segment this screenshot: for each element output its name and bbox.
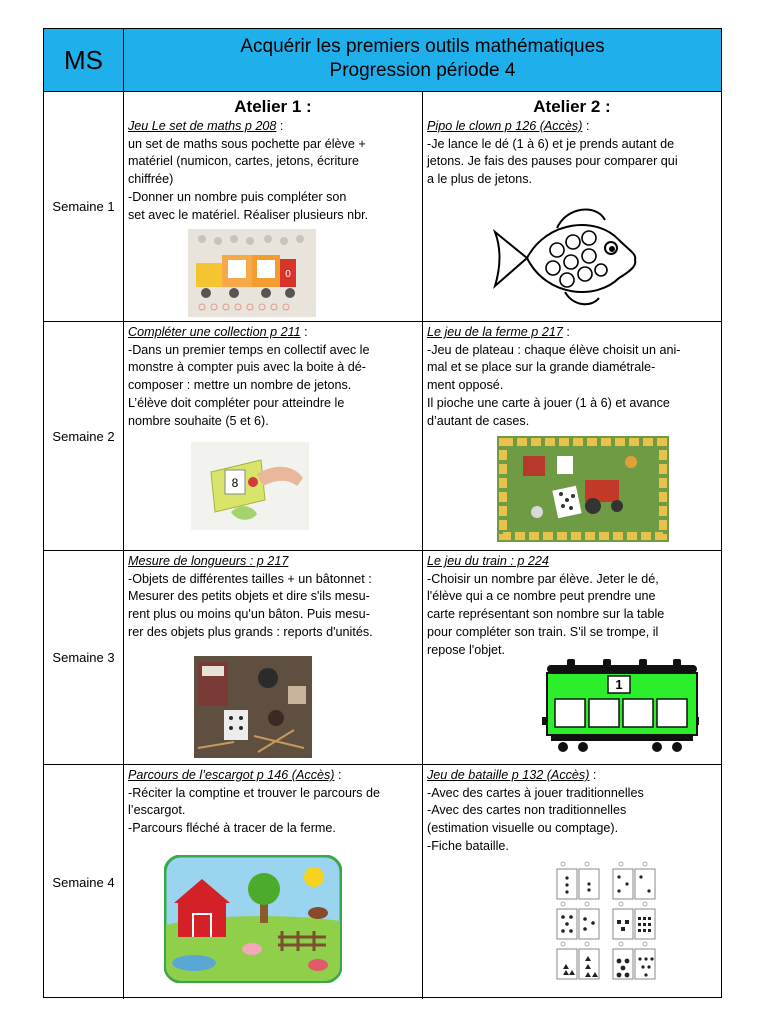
activity-description: -Jeu de plateau : chaque élève choisit un ani- mal et se place sur la grande diamétrale- ment opposé. Il pioche une carte à jouer (1 à 6) et avance d’autant de cases. — [427, 342, 681, 428]
farm-path-illustration — [164, 855, 342, 983]
page-title — [124, 35, 721, 83]
activity-title: Le jeu de la ferme p 217 — [427, 325, 563, 339]
svg-text:0: 0 — [285, 269, 291, 280]
week-row-1 — [44, 92, 721, 322]
title-line-2: Progression période 4 — [329, 60, 516, 81]
week-label: Semaine 4 — [44, 765, 124, 999]
farm-board-game-photo — [497, 436, 669, 542]
activity-description: -Choisir un nombre par élève. Jeter le dé, l'élève qui a ce nombre peut prendre une carte représentant son nombre sur la table pour compléter son train. S'il se trompe, il repose l'objet. — [427, 571, 665, 657]
atelier2-cell — [423, 551, 721, 764]
week-label: Semaine 2 — [44, 322, 124, 550]
title-line-1: Acquérir les premiers outils mathématiques — [240, 36, 605, 57]
atelier1-cell: Compléter une collection p 211 : -Dans un premier temps en collectif avec le monstre à compter puis avec la boite à dé- composer : mettre un nombre de jetons. L’élève doit compléter pour atteindre le nombre souhaite (5 et 6). 8 — [124, 322, 423, 550]
maths-set-photo — [188, 229, 316, 317]
atelier1-cell: Parcours de l’escargot p 146 (Accès) : -Réciter la comptine et trouver le parcours de l’escargot. -Parcours fléché à tracer de la ferme. — [124, 765, 423, 999]
atelier2-cell: Jeu de bataille p 132 (Accès) : -Avec des cartes à jouer traditionnelles -Avec des cartes non traditionnelles (estimation visuelle ou comptage). -Fiche bataille. — [423, 765, 721, 999]
level-label: MS — [44, 29, 124, 92]
atelier2-heading: Atelier 2 : — [533, 97, 611, 116]
counting-box-photo — [191, 442, 309, 530]
battle-cards-sheet — [553, 861, 663, 987]
activity-title: Jeu Le set de maths p 208 — [128, 119, 277, 133]
activity-title: Mesure de longueurs : p 217 — [128, 554, 289, 568]
week-row-3 — [44, 551, 721, 765]
atelier1-cell — [124, 551, 423, 764]
week-row-4 — [44, 765, 721, 999]
activity-description: -Je lance le dé (1 à 6) et je prends autant de jetons. Je fais des pauses pour comparer qui a le plus de jetons. — [427, 136, 678, 187]
week-label: Semaine 3 — [44, 551, 124, 764]
atelier1-heading: Atelier 1 : — [234, 97, 312, 116]
train-card-number: 1 — [615, 677, 623, 692]
measuring-objects-photo — [194, 656, 312, 758]
train-wagon-drawing — [541, 655, 699, 755]
activity-description: -Avec des cartes à jouer traditionnelles -Avec des cartes non traditionnelles (estimation visuelle ou comptage). -Fiche bataille. — [427, 785, 644, 853]
activity-description: -Dans un premier temps en collectif avec le monstre à compter puis avec la boite à dé- composer : mettre un nombre de jetons. L’élève doit compléter pour atteindre le nombre souhaite (5 et 6). — [128, 342, 370, 428]
activity-description: un set de maths sous pochette par élève + matériel (numicon, cartes, jetons, écriture chiffrée) -Donner un nombre puis compléter son set avec le matériel. Réaliser plusieurs nbr. — [128, 136, 369, 222]
week-label: Semaine 1 — [44, 92, 124, 321]
atelier2-cell: Le jeu de la ferme p 217 : -Jeu de plateau : chaque élève choisit un ani- mal et se place sur la grande diamétrale- ment opposé. Il pioche une carte à jouer (1 à 6) et avance d’autant de cases. — [423, 322, 721, 550]
atelier2-cell: Atelier 2 : Pipo le clown p 126 (Accès) : -Je lance le dé (1 à 6) et je prends autant de jetons. Je fais des pauses pour comparer qui a le plus de jetons. — [423, 92, 721, 321]
fish-drawing — [487, 202, 647, 314]
activity-title: Parcours de l’escargot p 146 (Accès) — [128, 768, 335, 782]
activity-title: Compléter une collection p 211 — [128, 325, 301, 339]
activity-description: -Objets de différentes tailles + un bâtonnet : Mesurer des petits objets et dire s'ils mesu- rent plus ou moins qu'un bâton. Puis mesu- rer des objets plus grands : reports d'unités. — [128, 571, 373, 639]
svg-text:8: 8 — [231, 476, 239, 490]
atelier1-cell: Atelier 1 : Jeu Le set de maths p 208 : un set de maths sous pochette par élève + matériel (numicon, cartes, jetons, écriture chiffrée) -Donner un nombre puis compléter son set avec le matériel. Réaliser plusieurs nbr. 0 — [124, 92, 423, 321]
progression-table — [43, 28, 722, 998]
activity-title: Pipo le clown p 126 (Accès) — [427, 119, 583, 133]
table-header — [44, 29, 721, 92]
activity-title: Le jeu du train : p 224 — [427, 554, 549, 568]
activity-description: -Réciter la comptine et trouver le parcours de l’escargot. -Parcours fléché à tracer de la ferme. — [128, 785, 380, 836]
week-row-2 — [44, 322, 721, 551]
activity-title: Jeu de bataille p 132 (Accès) — [427, 768, 590, 782]
